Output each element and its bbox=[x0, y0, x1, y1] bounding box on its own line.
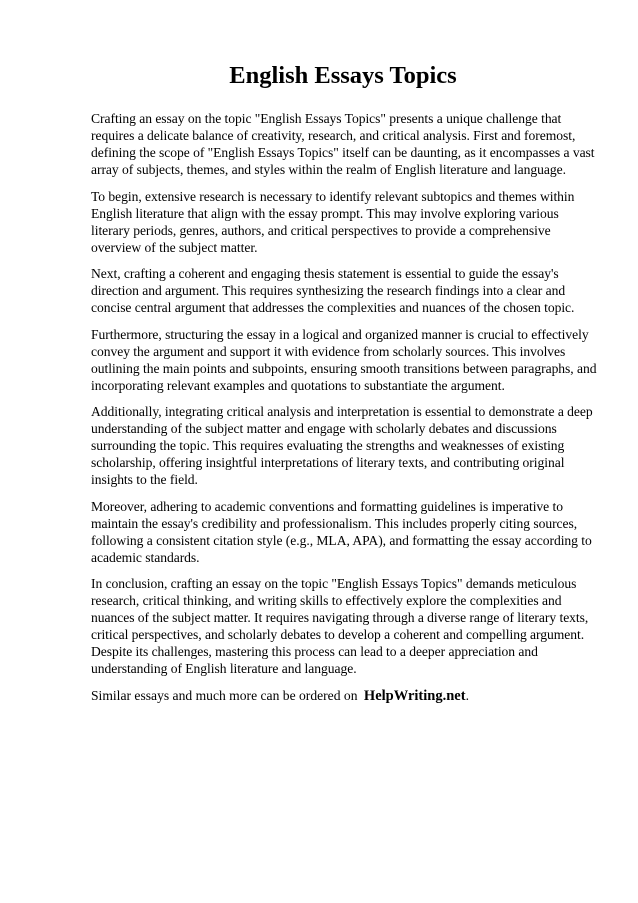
document-page bbox=[91, 58, 599, 705]
paragraph-5: Additionally, integrating critical analysis and interpretation is essential to demonstrate a deep understanding of the subject matter and engage with scholarly debates and discussions surrounding the topic. This requires evaluating the strengths and weaknesses of existing scholarship, offering insightful interpretations of literary texts, and contributing original insights to the field. bbox=[91, 404, 593, 487]
paragraph-1: Crafting an essay on the topic "English Essays Topics" presents a unique challenge that requires a delicate balance of creativity, research, and critical analysis. First and foremost, defining the scope of "English Essays Topics" itself can be daunting, as it encompasses a vast array of subjects, themes, and styles within the realm of English literature and language. bbox=[91, 111, 595, 177]
paragraph-7: In conclusion, crafting an essay on the topic "English Essays Topics" demands meticulous research, critical thinking, and writing skills to effectively explore the complexities and nuances of the subject matter. It requires navigating through a diverse range of literary texts, critical perspectives, and scholarly debates to develop a coherent and compelling argument. Despite its challenges, mastering this process can lead to a deeper appreciation and understanding of English literature and language. bbox=[91, 576, 589, 676]
helpwriting-link[interactable]: HelpWriting.net bbox=[363, 687, 466, 704]
closing-punct: . bbox=[465, 687, 469, 703]
closing-line bbox=[91, 687, 599, 705]
paragraph-4: Furthermore, structuring the essay in a logical and organized manner is crucial to effectively convey the argument and support it with evidence from scholarly sources. This involves outlining the main points and subpoints, ensuring smooth transitions between paragraphs, and incorporating relevant examples and quotations to substantiate the argument. bbox=[91, 326, 597, 393]
closing-text: Similar essays and much more can be ordered on bbox=[91, 687, 358, 703]
document-title: English Essays Topics bbox=[229, 62, 457, 89]
paragraph-6: Moreover, adhering to academic conventions and formatting guidelines is imperative to maintain the essay's credibility and professionalism. This includes properly citing sources, following a consistent citation style (e.g., MLA, APA), and formatting the essay according to academic standards. bbox=[91, 498, 592, 565]
paragraph-2: To begin, extensive research is necessary to identify relevant subtopics and themes within English literature that align with the essay prompt. This may involve exploring various literary periods, genres, authors, and critical perspectives to provide a comprehensive overview of the subject matter. bbox=[91, 188, 575, 255]
paragraph-3: Next, crafting a coherent and engaging thesis statement is essential to guide the essay's direction and argument. This requires synthesizing the research findings into a clear and concise central argument that addresses the complexities and nuances of the chosen topic. bbox=[91, 266, 575, 315]
